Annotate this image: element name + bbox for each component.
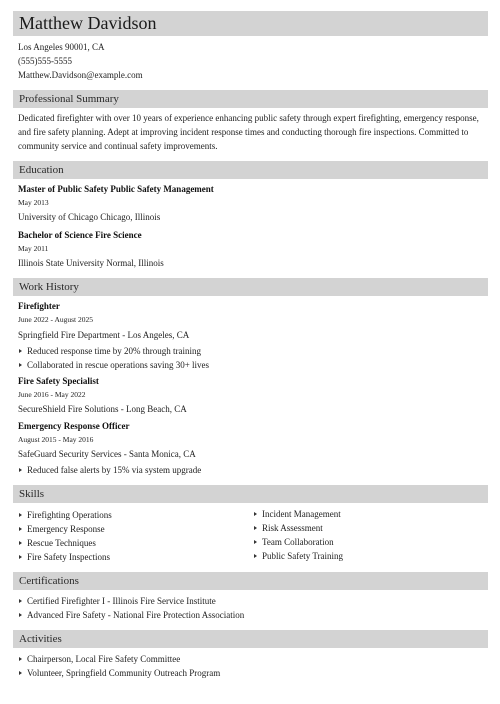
job-employer: SafeGuard Security Services - Santa Monica, CA (18, 449, 196, 459)
job-title: Emergency Response Officer (18, 421, 130, 431)
skills-list-left (18, 508, 112, 564)
skill-item: Team Collaboration (253, 535, 343, 549)
summary-section-bar (13, 90, 488, 108)
education-school: University of Chicago Chicago, Illinois (18, 212, 161, 222)
work-section-bar (13, 278, 488, 296)
certifications-list (18, 594, 244, 622)
job-title: Fire Safety Specialist (18, 376, 99, 386)
name-header-bar (13, 11, 488, 36)
activities-list (18, 652, 220, 680)
job-bullets (18, 463, 201, 477)
job-bullet: Collaborated in rescue operations saving 30+ lives (18, 358, 209, 372)
skill-item: Incident Management (253, 507, 343, 521)
skill-item: Emergency Response (18, 522, 112, 536)
activities-section-bar (13, 630, 488, 648)
skill-item: Fire Safety Inspections (18, 550, 112, 564)
summary-text: Dedicated firefighter with over 10 years of experience enhancing public safety through expert firefighting, emergency response, and fire safety planning. Adept at improving incident response times and conducting thorough fire inspections. Committed to community service and continual safety improvements. (18, 113, 479, 151)
certifications-heading: Certifications (19, 575, 79, 587)
contact-address: Los Angeles 90001, CA (18, 42, 105, 52)
education-degree: Master of Public Safety Public Safety Management (18, 184, 214, 194)
education-section-bar (13, 161, 488, 179)
job-title: Firefighter (18, 301, 60, 311)
work-heading: Work History (19, 281, 79, 293)
skills-list-right (253, 507, 343, 563)
education-date: May 2011 (18, 244, 49, 253)
education-degree: Bachelor of Science Fire Science (18, 230, 142, 240)
education-school: Illinois State University Normal, Illinois (18, 258, 164, 268)
contact-phone: (555)555-5555 (18, 56, 72, 66)
job-bullet: Reduced false alerts by 15% via system upgrade (18, 463, 201, 477)
job-dates: June 2016 - May 2022 (18, 390, 86, 399)
activity-item: Chairperson, Local Fire Safety Committee (18, 652, 220, 666)
job-bullet: Reduced response time by 20% through training (18, 344, 209, 358)
skills-section-bar (13, 485, 488, 503)
certifications-section-bar (13, 572, 488, 590)
education-date: May 2013 (18, 198, 49, 207)
certification-item: Certified Firefighter I - Illinois Fire Service Institute (18, 594, 244, 608)
contact-email: Matthew.Davidson@example.com (18, 70, 143, 80)
skill-item: Risk Assessment (253, 521, 343, 535)
job-employer: SecureShield Fire Solutions - Long Beach, CA (18, 404, 187, 414)
education-heading: Education (19, 164, 64, 176)
summary-heading: Professional Summary (19, 93, 119, 105)
job-employer: Springfield Fire Department - Los Angeles, CA (18, 330, 190, 340)
skill-item: Rescue Techniques (18, 536, 112, 550)
skill-item: Firefighting Operations (18, 508, 112, 522)
activity-item: Volunteer, Springfield Community Outreach Program (18, 666, 220, 680)
job-dates: June 2022 - August 2025 (18, 315, 93, 324)
activities-heading: Activities (19, 633, 62, 645)
candidate-name: Matthew Davidson (19, 13, 157, 33)
skills-heading: Skills (19, 488, 45, 500)
skill-item: Public Safety Training (253, 549, 343, 563)
job-dates: August 2015 - May 2016 (18, 435, 94, 444)
job-bullets (18, 344, 209, 372)
certification-item: Advanced Fire Safety - National Fire Protection Association (18, 608, 244, 622)
